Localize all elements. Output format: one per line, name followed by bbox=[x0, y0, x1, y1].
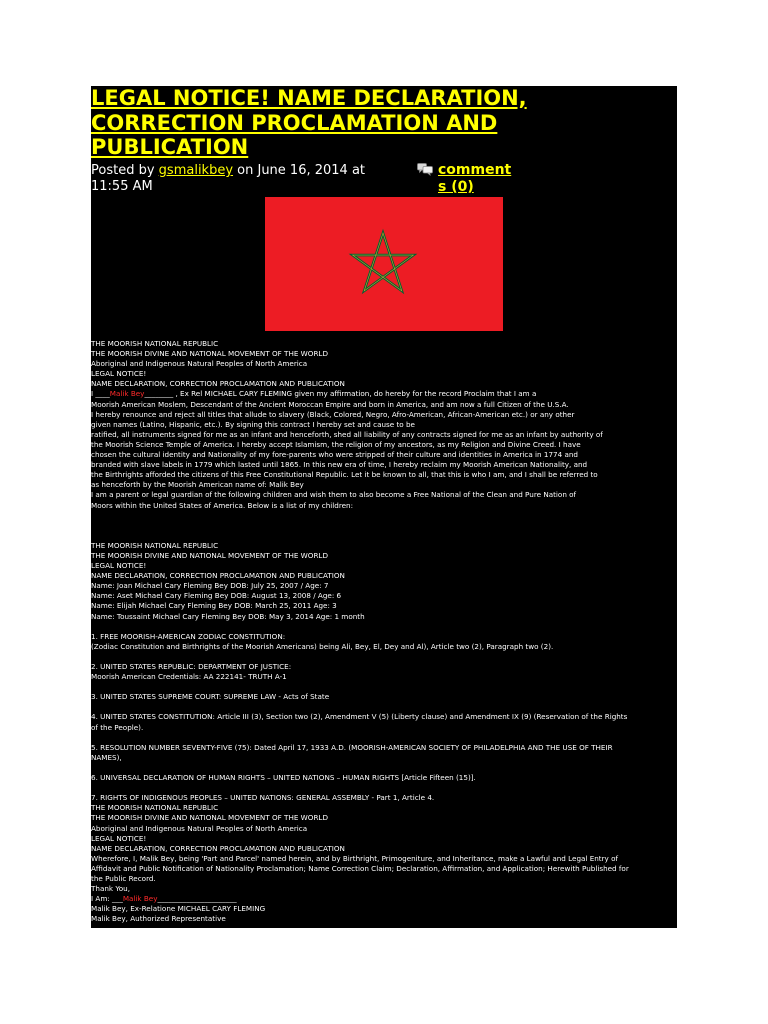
body-text: 6. UNIVERSAL DECLARATION OF HUMAN RIGHTS – UNITED NATIONS – HUMAN RIGHTS [Article Fifteen (15)]. bbox=[91, 773, 476, 783]
body-text: THE MOORISH NATIONAL REPUBLIC bbox=[91, 803, 219, 813]
body-line bbox=[91, 359, 675, 369]
body-text: ratified, all instruments signed for me as an infant and henceforth, shed all liability of any contracts signed for me as an infant by authority of bbox=[91, 429, 603, 439]
body-line bbox=[91, 894, 675, 904]
body-line bbox=[91, 712, 675, 722]
body-text: I Am: ___ bbox=[91, 894, 123, 904]
body-text: of the People). bbox=[91, 722, 144, 732]
body-line bbox=[91, 460, 675, 470]
body-line bbox=[91, 813, 675, 823]
post-meta bbox=[91, 163, 391, 195]
body-text: THE MOORISH DIVINE AND NATIONAL MOVEMENT OF THE WORLD bbox=[91, 813, 328, 823]
body-line bbox=[91, 773, 675, 783]
body-text: I hereby renounce and reject all titles that allude to slavery (Black, Colored, Negro, Afro-American, African-American etc.) or any other bbox=[91, 409, 575, 419]
body-text: 5. RESOLUTION NUMBER SEVENTY-FIVE (75): Dated April 17, 1933 A.D. (MOORISH-AMERICAN SOCIETY OF PHILADELPHIA AND THE USE OF THEIR bbox=[91, 742, 613, 752]
body-text: 3. UNITED STATES SUPREME COURT: SUPREME LAW - Acts of State bbox=[91, 692, 330, 702]
body-line bbox=[91, 490, 675, 500]
body-text: Name: Joan Michael Cary Fleming Bey DOB: July 25, 2007 / Age: 7 bbox=[91, 581, 329, 591]
body-line bbox=[91, 854, 675, 864]
body-text: I ____ bbox=[91, 389, 110, 399]
body-line bbox=[91, 612, 675, 622]
body-text: Malik Bey, Authorized Representative bbox=[91, 914, 226, 924]
post-title[interactable]: LEGAL NOTICE! NAME DECLARATION, CORRECTION PROCLAMATION AND PUBLICATION bbox=[91, 86, 527, 159]
body-text: as henceforth by the Moorish American name of: Malik Bey bbox=[91, 480, 304, 490]
body-line bbox=[91, 470, 675, 480]
body-line bbox=[91, 632, 675, 642]
body-line bbox=[91, 480, 675, 490]
body-text: THE MOORISH DIVINE AND NATIONAL MOVEMENT OF THE WORLD bbox=[91, 349, 328, 359]
body-text: Moorish American Moslem, Descendant of the Ancient Moroccan Empire and born in America, and am now a full Citizen of the U.S.A. bbox=[91, 399, 569, 409]
body-line bbox=[91, 723, 675, 733]
body-line bbox=[91, 349, 675, 359]
body-line bbox=[91, 753, 675, 763]
body-line bbox=[91, 339, 675, 349]
notice-body-text bbox=[91, 339, 675, 924]
body-text: the Birthrights afforded the citizens of this Free Constitutional Republic. Let it be known to all, that this is who I am, and I shall be referred to bbox=[91, 470, 598, 480]
body-text: Name: Aset Michael Cary Fleming Bey DOB: August 13, 2008 / Age: 6 bbox=[91, 591, 342, 601]
body-text: Affidavit and Public Notification of Nationality Proclamation; Name Correction Claim; Declaration, Affirmation, and Application; Herewith Published for bbox=[91, 863, 629, 873]
body-line bbox=[91, 571, 675, 581]
body-line bbox=[91, 803, 675, 813]
body-text: branded with slave labels in 1779 which lasted until 1865. In this new era of time, I hereby reclaim my Moorish American Nationality, and bbox=[91, 460, 588, 470]
posted-by-label: Posted by bbox=[91, 163, 159, 178]
body-line bbox=[91, 581, 675, 591]
comments-count-label[interactable]: comments (0) bbox=[438, 162, 512, 195]
body-line bbox=[91, 501, 675, 511]
body-line bbox=[91, 824, 675, 834]
body-text: THE MOORISH NATIONAL REPUBLIC bbox=[91, 540, 219, 550]
body-line bbox=[91, 642, 675, 652]
body-line bbox=[91, 440, 675, 450]
body-line bbox=[91, 904, 675, 914]
body-line bbox=[91, 844, 675, 854]
body-line bbox=[91, 541, 675, 551]
body-text: Aboriginal and Indigenous Natural Peoples of North America bbox=[91, 359, 308, 369]
body-line bbox=[91, 743, 675, 753]
body-line bbox=[91, 369, 675, 379]
body-text: 2. UNITED STATES REPUBLIC: DEPARTMENT OF JUSTICE: bbox=[91, 662, 292, 671]
body-line bbox=[91, 511, 675, 521]
comment-bubbles-icon bbox=[417, 163, 433, 176]
body-line bbox=[91, 591, 675, 601]
body-line bbox=[91, 389, 675, 399]
document-page bbox=[91, 86, 677, 928]
body-line bbox=[91, 692, 675, 702]
body-line bbox=[91, 410, 675, 420]
body-line bbox=[91, 430, 675, 440]
body-text: 4. UNITED STATES CONSTITUTION: Article III (3), Section two (2), Amendment V (5) (Liberty clause) and Amendment IX (9) (Reservation of the Rights bbox=[91, 712, 628, 722]
body-line bbox=[91, 662, 675, 672]
body-text: Aboriginal and Indigenous Natural Peoples of North America bbox=[91, 823, 308, 833]
body-text: ______________________ bbox=[157, 894, 237, 904]
body-text: THE MOORISH NATIONAL REPUBLIC bbox=[91, 339, 219, 348]
body-text: THE MOORISH DIVINE AND NATIONAL MOVEMENT OF THE WORLD bbox=[91, 550, 328, 560]
body-line bbox=[91, 834, 675, 844]
body-text: Moorish American Credentials: AA 222141- TRUTH A-1 bbox=[91, 672, 287, 682]
body-text: 1. FREE MOORISH-AMERICAN ZODIAC CONSTITUTION: bbox=[91, 631, 286, 641]
body-text: ________ , Ex Rel MICHAEL CARY FLEMING given my affirmation, do hereby for the record Proclaim that I am a bbox=[144, 389, 537, 399]
body-line bbox=[91, 420, 675, 430]
body-line bbox=[91, 551, 675, 561]
body-text: (Zodiac Constitution and Birthrights of the Moorish Americans) being Ali, Bey, El, Dey and Al), Article two (2), Paragraph two (2). bbox=[91, 641, 554, 651]
body-line bbox=[91, 864, 675, 874]
body-line bbox=[91, 601, 675, 611]
body-line bbox=[91, 379, 675, 389]
body-text: I am a parent or legal guardian of the following children and wish them to also become a Free National of the Clean and Pure Nation of bbox=[91, 490, 577, 500]
body-text: Wherefore, I, Malik Bey, being 'Part and Parcel' named herein, and by Birthright, Primogeniture, and Inheritance, make a Lawful and Legal Entry of bbox=[91, 853, 619, 863]
body-line bbox=[91, 561, 675, 571]
body-text: 7. RIGHTS OF INDIGENOUS PEOPLES – UNITED NATIONS: GENERAL ASSEMBLY - Part 1, Article 4. bbox=[91, 793, 435, 803]
body-line bbox=[91, 914, 675, 924]
body-line bbox=[91, 622, 675, 632]
body-text: Name: Toussaint Michael Cary Fleming Bey DOB: May 3, 2014 Age: 1 month bbox=[91, 611, 365, 621]
post-date: on June 16, 2014 at 11:55 AM bbox=[91, 163, 366, 194]
body-line bbox=[91, 733, 675, 743]
body-line bbox=[91, 450, 675, 460]
body-line bbox=[91, 531, 675, 541]
body-text: Thank You, bbox=[91, 884, 131, 894]
body-line bbox=[91, 793, 675, 803]
body-line bbox=[91, 521, 675, 531]
name-highlight: Malik Bey bbox=[109, 389, 145, 399]
body-text: NAMES), bbox=[91, 752, 122, 762]
body-text: given names (Latino, Hispanic, etc.). By signing this contract I hereby set and cause to be bbox=[91, 419, 415, 429]
name-highlight: Malik Bey bbox=[122, 894, 158, 904]
body-line bbox=[91, 884, 675, 894]
body-line bbox=[91, 682, 675, 692]
body-text: the Public Record. bbox=[91, 873, 156, 883]
body-text: LEGAL NOTICE! bbox=[91, 369, 147, 379]
body-line bbox=[91, 874, 675, 884]
body-text: Malik Bey, Ex-Relatione MICHAEL CARY FLEMING bbox=[91, 904, 266, 914]
body-text: Name: Elijah Michael Cary Fleming Bey DOB: March 25, 2011 Age: 3 bbox=[91, 601, 337, 611]
body-line bbox=[91, 400, 675, 410]
body-text: NAME DECLARATION, CORRECTION PROCLAMATION AND PUBLICATION bbox=[91, 843, 345, 853]
body-text: chosen the cultural identity and Nationality of my fore-parents who were stripped of their culture and identities in America in 1774 and bbox=[91, 450, 578, 460]
author-link[interactable]: gsmalikbey bbox=[158, 163, 234, 178]
pentagram-icon bbox=[265, 197, 503, 331]
body-line bbox=[91, 763, 675, 773]
body-line bbox=[91, 702, 675, 712]
body-line bbox=[91, 672, 675, 682]
body-text: NAME DECLARATION, CORRECTION PROCLAMATION AND PUBLICATION bbox=[91, 379, 345, 389]
body-text: LEGAL NOTICE! bbox=[91, 561, 147, 571]
body-text: the Moorish Science Temple of America. I hereby accept Islamism, the religion of my ancestors, as my Religion and Divine Creed. I have bbox=[91, 439, 581, 449]
body-line bbox=[91, 783, 675, 793]
body-text: NAME DECLARATION, CORRECTION PROCLAMATION AND PUBLICATION bbox=[91, 571, 345, 581]
morocco-flag-image bbox=[265, 197, 503, 331]
body-text: Moors within the United States of America. Below is a list of my children: bbox=[91, 500, 354, 510]
body-line bbox=[91, 652, 675, 662]
body-text: LEGAL NOTICE! bbox=[91, 833, 147, 843]
